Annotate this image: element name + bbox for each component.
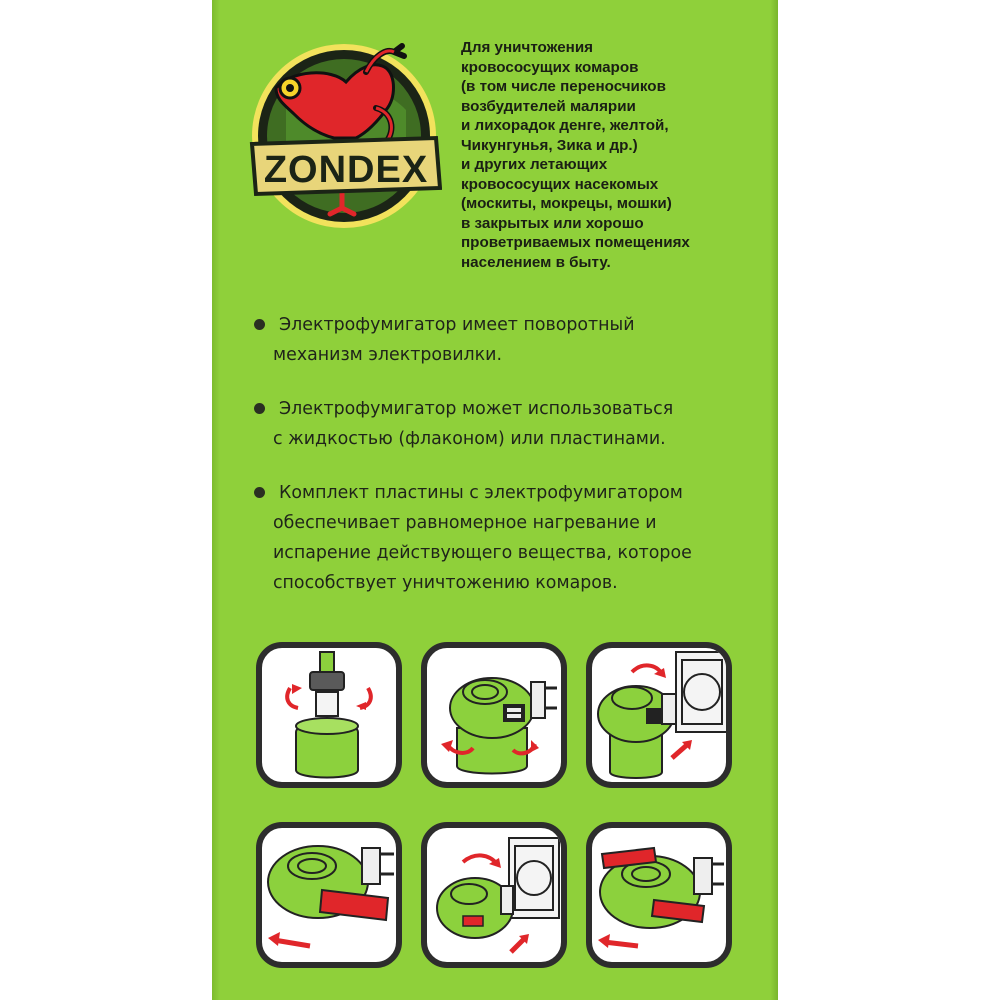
bullet-line: механизм электровилки. [273, 345, 503, 365]
intro-line: возбудителей малярии [461, 97, 636, 115]
bullet-line: способствует уничтожению комаров. [273, 573, 618, 593]
bullet-line: обеспечивает равномерное нагревание и [273, 513, 657, 533]
intro-line: в закрытых или хорошо [461, 214, 644, 232]
panel-edge-shadow [212, 0, 220, 1000]
intro-line: кровососущих насекомых [461, 175, 659, 193]
step-tile-1 [256, 642, 402, 788]
intro-line: населением в быту. [461, 253, 611, 271]
plate-device-to-socket-icon [427, 828, 561, 962]
fumigator-rotate-plug-icon [427, 648, 561, 782]
intro-line: Чикунгунья, Зика и др.) [461, 136, 638, 154]
bullet-dot-icon [254, 487, 265, 498]
step-tile-4 [256, 822, 402, 968]
zondex-logo [246, 38, 442, 234]
intro-line: проветриваемых помещениях [461, 234, 690, 251]
step-tile-2 [421, 642, 567, 788]
bullet-item [250, 478, 750, 598]
bullet-line: Электрофумигатор может использоваться [279, 399, 674, 419]
bullet-line: испарение действующего вещества, которое [273, 543, 692, 563]
purpose-description [461, 38, 761, 272]
intro-line: кровососущих комаров [461, 58, 639, 76]
intro-line: Для уничтожения [461, 39, 594, 56]
bullet-dot-icon [254, 403, 265, 414]
intro-line: (в том числе переносчиков [461, 78, 666, 95]
bullet-line: Электрофумигатор имеет поворотный [279, 315, 635, 335]
intro-line: (москиты, мокрецы, мошки) [461, 195, 672, 212]
remove-plate-icon [592, 828, 726, 962]
bullet-item [250, 394, 750, 454]
step-tile-3 [586, 642, 732, 788]
bottle-screw-icon [262, 648, 396, 782]
panel-edge-shadow [770, 0, 778, 1000]
insert-plate-icon [262, 828, 396, 962]
step-tile-6 [586, 822, 732, 968]
brand-name: ZONDEX [263, 149, 429, 191]
intro-line: и лихорадок денге, желтой, [461, 117, 669, 134]
fumigator-insert-socket-icon [592, 648, 726, 782]
step-tile-5 [421, 822, 567, 968]
intro-line: и других летающих [461, 156, 608, 173]
bullet-line: с жидкостью (флаконом) или пластинами. [273, 429, 666, 449]
bullet-item [250, 310, 750, 370]
bullet-line: Комплект пластины с электрофумигатором [279, 483, 683, 503]
bullet-dot-icon [254, 319, 265, 330]
